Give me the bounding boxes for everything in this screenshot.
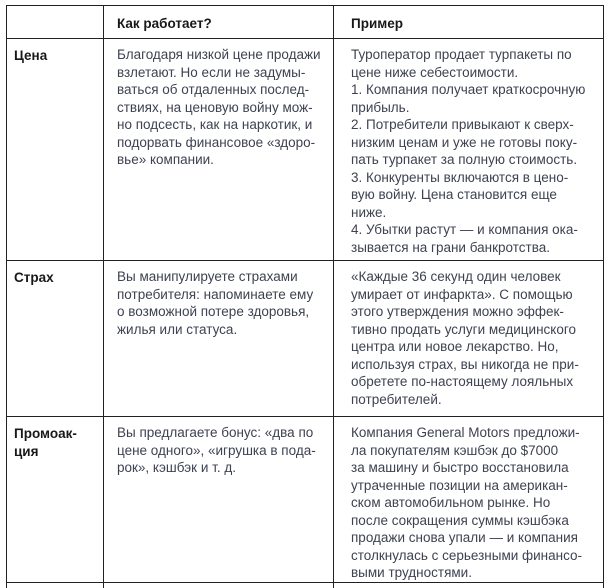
example-cell-promo: Компания General Motors предложи- ла покупателям кэшбэк до $7000 за машину и быстро восстановила утраченные позиции на американ- ском автомобильном рынке. Но после сокращения суммы кэшбэка продажи снова упали — и компания столкнулась с серьезными финансо- выми трудностями. — [334, 417, 604, 583]
corner-cell — [7, 6, 104, 39]
column-header-example: Пример — [334, 6, 604, 39]
table-row-cutoff — [7, 582, 604, 588]
table-row-price — [7, 39, 604, 261]
how-cell-fear: Вы манипулируете страхами потребителя: напоминаете ему о возможной потере здоровья, жилья или статуса. — [104, 261, 334, 417]
how-cell-promo: Вы предлагаете бонус: «два по цене одного», «игрушка в пода- рок», кэшбэк и т. д. — [104, 417, 334, 583]
row-label-price: Цена — [7, 39, 104, 261]
column-header-how: Как работает? — [104, 6, 334, 39]
example-cell-cutoff — [334, 582, 604, 588]
table-row-promo — [7, 417, 604, 583]
table-row-fear — [7, 261, 604, 417]
row-label-cutoff — [7, 582, 104, 588]
example-cell-price: Туроператор продает турпакеты по цене ниже себестоимости. 1. Компания получает краткосрочную прибыль. 2. Потребители привыкают к сверх- низким ценам и уже не готовы поку- пать турпакет за полную стоимость. 3. Конкуренты включаются в цено- вую войну. Цена становится еще ниже. 4. Убытки растут — и компания ока- зывается на грани банкротства. — [334, 39, 604, 261]
marketing-tactics-table — [6, 5, 604, 588]
how-cell-cutoff — [104, 582, 334, 588]
row-label-promo: Промоак- ция — [7, 417, 104, 583]
table-header-row — [7, 6, 604, 39]
how-cell-price: Благодаря низкой цене продажи взлетают. Но если не задумы- ваться об отдаленных послед- ствиях, на ценовую войну мож- но подсесть, как на наркотик, и подорвать финансовое «здоро- вье» компании. — [104, 39, 334, 261]
row-label-fear: Страх — [7, 261, 104, 417]
example-cell-fear: «Каждые 36 секунд один человек умирает от инфаркта». С помощью этого утверждения можно эффек- тивно продать услуги медицинского центра или новое лекарство. Но, используя страх, вы никогда не при- обретете по-настоящему лояльных потребителей. — [334, 261, 604, 417]
